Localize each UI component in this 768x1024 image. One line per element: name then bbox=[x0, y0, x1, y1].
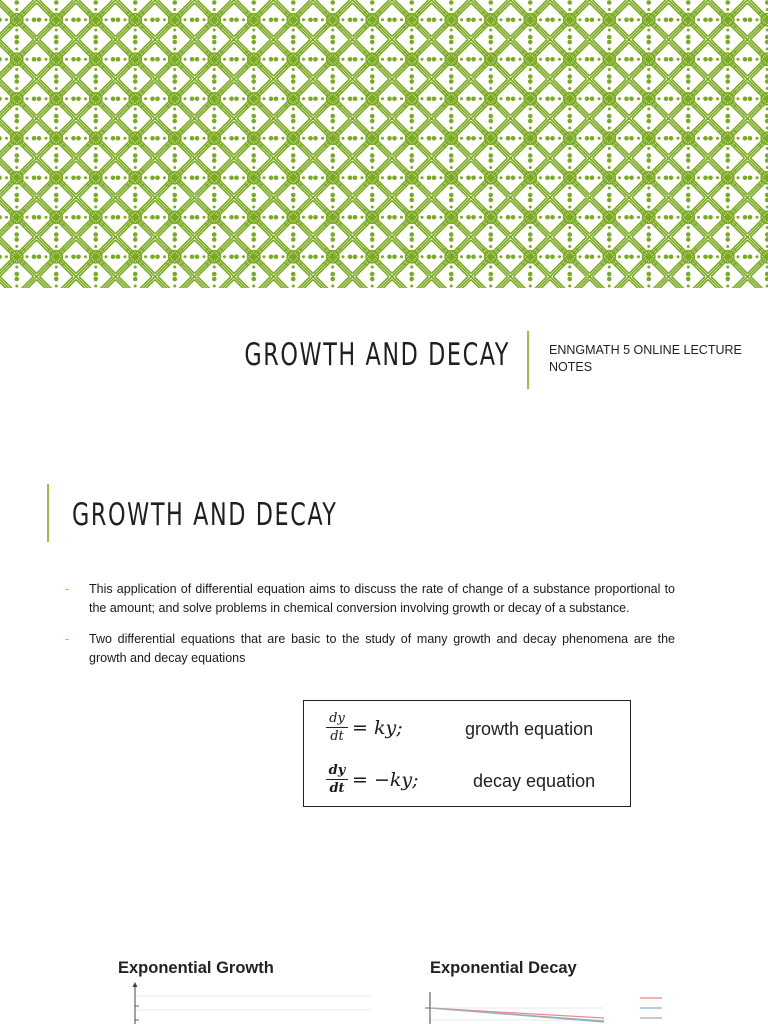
derivative-fraction bbox=[326, 711, 348, 744]
bullet-marker: - bbox=[65, 582, 70, 596]
growth-graph bbox=[115, 982, 375, 1024]
decay-graph bbox=[418, 982, 674, 1024]
slide-subtitle: ENNGMATH 5 ONLINE LECTURE NOTES bbox=[549, 343, 742, 374]
fraction-bar bbox=[326, 779, 348, 780]
graph-gridlines bbox=[137, 996, 371, 1010]
title-divider bbox=[527, 331, 529, 389]
derivative-fraction bbox=[326, 763, 348, 796]
equation-label: growth equation bbox=[465, 719, 594, 739]
section-title: GROWTH AND DECAY bbox=[72, 497, 338, 533]
slide-title: GROWTH AND DECAY bbox=[244, 337, 510, 373]
fraction-bar bbox=[326, 727, 348, 728]
fraction-denominator: dt bbox=[330, 729, 344, 744]
growth-equation-row bbox=[304, 707, 630, 751]
decay-graph-title: Exponential Decay bbox=[430, 959, 577, 977]
y-axis-arrow bbox=[133, 982, 138, 987]
section-accent-bar bbox=[47, 484, 49, 542]
equation-label: decay equation bbox=[473, 771, 596, 791]
equation-rhs: = −ky; bbox=[352, 769, 419, 791]
graph-legend bbox=[640, 998, 662, 1018]
growth-graph-title: Exponential Growth bbox=[118, 959, 274, 977]
bullet-marker: - bbox=[65, 632, 70, 646]
equation-rhs: = ky; bbox=[352, 717, 403, 739]
bullet-text: This application of differential equation aims to discuss the rate of change of a substance proportional to the amount; and solve problems in chemical conversion involving growth or decay of a substance. bbox=[89, 582, 675, 615]
bullet-list bbox=[65, 580, 675, 680]
bullet-item bbox=[65, 630, 675, 667]
fraction-numerator: dy bbox=[329, 711, 345, 726]
bullet-item bbox=[65, 580, 675, 617]
fraction-numerator: dy bbox=[328, 763, 346, 778]
equation-box bbox=[303, 700, 631, 807]
decay-curve-grey bbox=[430, 1008, 604, 1021]
bullet-text: Two differential equations that are basic to the study of many growth and decay phenomena are the growth and decay equations bbox=[89, 632, 675, 665]
fraction-denominator: dt bbox=[329, 781, 345, 796]
decorative-pattern-banner bbox=[0, 0, 768, 288]
decay-equation-row bbox=[304, 759, 630, 803]
